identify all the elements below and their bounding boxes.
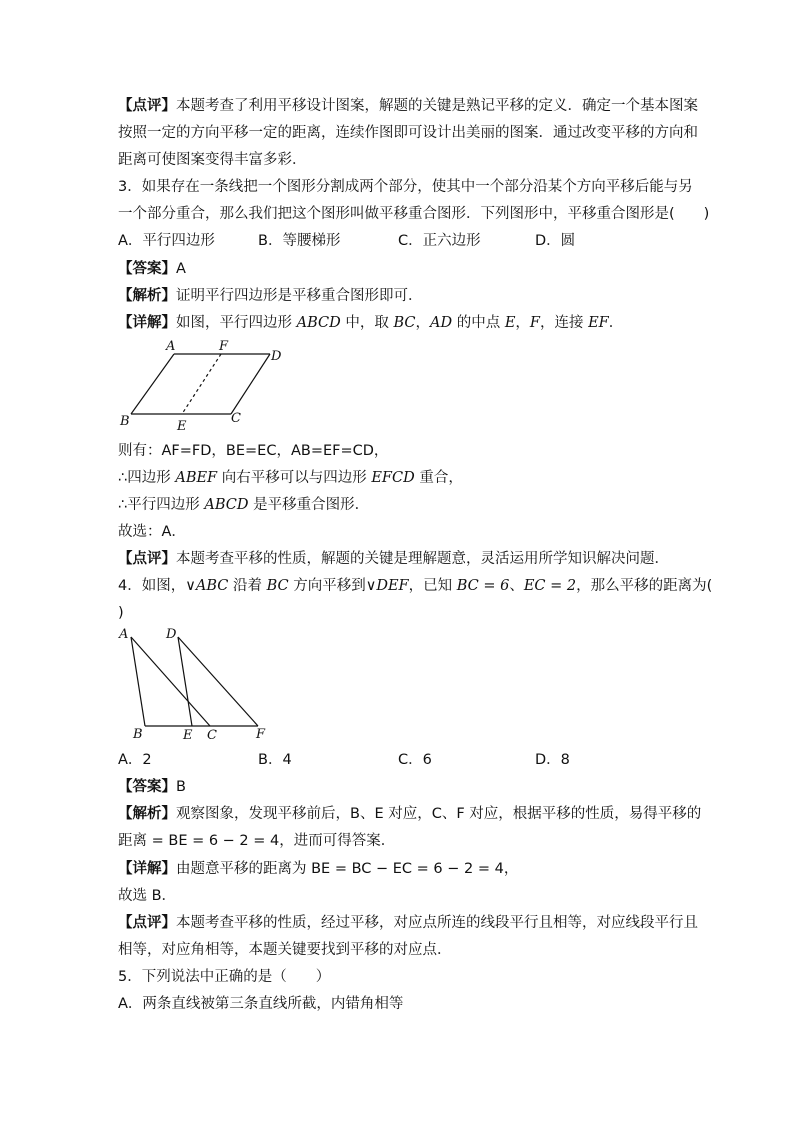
option-d: D．圆 [535,233,576,249]
question-4-stem: ) [118,605,124,621]
option-a: A．平行四边形 [118,233,215,249]
detail-text: 重合， [414,470,463,486]
label-e: E [177,419,187,434]
label-a: A [166,339,176,354]
math-expr: BC = 6 [456,578,510,594]
answer-value: B [176,779,186,795]
math-var: ABCD [204,497,249,513]
answer-line [118,777,186,797]
math-expr: EC = 2 [523,578,577,594]
math-var: BC [393,315,416,331]
math-var: EFCD [371,470,415,486]
question-3-options [118,231,718,251]
comment-line [118,549,669,569]
detail-text: ∴平行四边形 [118,497,205,513]
stem-text: 、 [509,578,524,594]
option-b: B．4 [258,752,292,768]
option-c: C．6 [398,752,432,768]
label-b: B [133,727,143,742]
math-var: ∨ABC [185,578,229,594]
option-c: C．正六边形 [398,233,481,249]
label-e: E [183,728,193,743]
detail-text: 向右平移可以与四边形 [217,470,372,486]
math-var: F [529,315,540,331]
side-dc [231,354,270,414]
label-d: D [166,627,177,642]
detail-text: ∴四边形 [118,470,176,486]
analysis-line [118,286,423,306]
analysis-text: 证明平行四边形是平移重合图形即可． [176,288,423,304]
choose-line: 故选 B． [118,888,177,904]
label-b: B [120,414,130,429]
choose-line: 故选：A． [118,524,186,540]
detail-text: ． [608,315,624,331]
detail-line [118,859,518,879]
detail-text: 由题意平移的距离为 BE = BC − EC = 6 − 2 = 4， [176,861,519,877]
analysis-line [118,804,701,824]
analysis-tag: 【解析】 [118,806,176,822]
option-a: A．2 [118,752,152,768]
math-var: ABCD [296,315,341,331]
label-d: D [271,349,282,364]
detail-line: 则有：AF=FD，BE=EC，AB=EF=CD， [118,443,389,459]
option-b: B．等腰梯形 [258,233,341,249]
detail-line [118,495,369,515]
option-a: A．两条直线被第三条直线所截，内错角相等 [118,996,404,1012]
math-var: AD [429,315,453,331]
stem-text: ，那么平移的距离为( [576,578,713,594]
option-d: D．8 [535,752,570,768]
analysis-tag: 【解析】 [118,288,176,304]
math-var: ABEF [175,470,218,486]
detail-text: 是平移重合图形． [248,497,370,513]
math-var: EF [588,315,609,331]
detail-text: 中，取 [340,315,394,331]
math-var: ∨DEF [365,578,409,594]
comment-line: 相等，对应角相等，本题关键要找到平移的对应点． [118,942,452,958]
comment-text: 本题考查了利用平移设计图案，解题的关键是熟记平移的定义．确定一个基本图案 [176,98,698,114]
parallelogram-figure [115,336,290,436]
stem-text: 4．如图， [118,578,186,594]
stem-text: 沿着 [228,578,267,594]
side-ba [131,354,174,414]
analysis-line: 距离 = BE = 6 − 2 = 4，进而可得答案． [118,833,396,849]
math-var: E [504,315,516,331]
segment-ef [182,354,221,414]
comment-tag: 【点评】 [118,98,176,114]
label-f: F [256,727,266,742]
detail-text: ， [515,315,530,331]
comment-line [118,913,698,933]
detail-text: 如图，平行四边形 [176,315,297,331]
stem-text: 方向平移到 [288,578,366,594]
question-4-options [118,750,718,770]
detail-line [118,468,463,488]
question-5-stem: 5．下列说法中正确的是（ ） [118,969,331,985]
detail-tag: 【详解】 [118,861,176,877]
question-3-stem: 3．如果存在一条线把一个图形分割成两个部分，使其中一个部分沿某个方向平移后能与另 [118,179,693,195]
detail-text: ，连接 [539,315,589,331]
comment-tag: 【点评】 [118,551,176,567]
answer-tag: 【答案】 [118,261,176,277]
comment-tag: 【点评】 [118,915,176,931]
analysis-text: 观察图象，发现平移前后，B、E 对应，C、F 对应，根据平移的性质，易得平移的 [176,806,702,822]
translation-triangles-figure [115,624,275,744]
label-c: C [231,411,241,426]
detail-text: ， [415,315,430,331]
comment-line [118,96,698,116]
comment-line: 距离可使图案变得丰富多彩． [118,152,307,168]
stem-text: ，已知 [408,578,457,594]
comment-text: 本题考查平移的性质，解题的关键是理解题意，灵活运用所学知识解决问题． [176,551,669,567]
answer-tag: 【答案】 [118,779,176,795]
answer-line [118,259,186,279]
math-var: BC [266,578,289,594]
detail-tag: 【详解】 [118,315,176,331]
label-f: F [219,339,229,354]
detail-text: 的中点 [452,315,505,331]
question-4-stem [118,576,712,596]
label-a: A [119,627,129,642]
comment-text: 本题考查平移的性质，经过平移，对应点所连的线段平行且相等，对应线段平行且 [176,915,698,931]
label-c: C [207,728,217,743]
comment-line: 按照一定的方向平移一定的距离，连续作图即可设计出美丽的图案．通过改变平移的方向和 [118,125,698,141]
answer-value: A [176,261,186,277]
detail-line [118,313,623,333]
question-3-stem: 一个部分重合，那么我们把这个图形叫做平移重合图形．下列图形中，平移重合图形是( ) [118,206,710,222]
